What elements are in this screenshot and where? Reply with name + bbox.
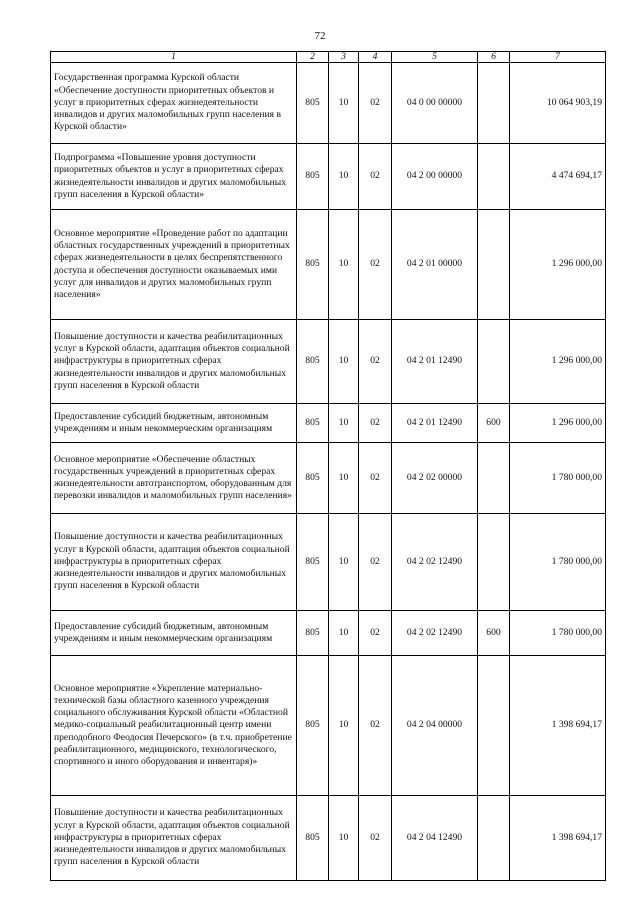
subsection-code: 02: [359, 514, 392, 611]
target-code: 04 2 04 00000: [392, 656, 478, 796]
ministry-code: 805: [297, 63, 329, 144]
ministry-code: 805: [297, 443, 329, 514]
amount-value: 1 296 000,00: [510, 404, 606, 443]
table-row: [51, 611, 606, 656]
row-name: Повышение доступности и качества реабилитационных услуг в Курской области, адаптация объектов социальной инфраструктуры в приоритетных сферах жизнедеятельности инвалидов и других маломобильных групп населения в Курской области: [51, 320, 297, 404]
section-code: 10: [329, 144, 359, 210]
column-header: 4: [359, 52, 392, 63]
target-code: 04 2 04 12490: [392, 796, 478, 881]
subsection-code: 02: [359, 796, 392, 881]
expense-kind-code: [478, 63, 510, 144]
column-header: 5: [392, 52, 478, 63]
amount-value: 1 780 000,00: [510, 514, 606, 611]
target-code: 04 2 01 12490: [392, 404, 478, 443]
expense-kind-code: 600: [478, 404, 510, 443]
budget-table: [50, 51, 606, 881]
table-row: [51, 210, 606, 320]
table-row: [51, 404, 606, 443]
subsection-code: 02: [359, 210, 392, 320]
expense-kind-code: [478, 210, 510, 320]
table-row: [51, 656, 606, 796]
target-code: 04 0 00 00000: [392, 63, 478, 144]
expense-kind-code: [478, 144, 510, 210]
amount-value: 1 780 000,00: [510, 443, 606, 514]
section-code: 10: [329, 656, 359, 796]
subsection-code: 02: [359, 443, 392, 514]
target-code: 04 2 02 00000: [392, 443, 478, 514]
expense-kind-code: [478, 796, 510, 881]
row-name: Повышение доступности и качества реабилитационных услуг в Курской области, адаптация объектов социальной инфраструктуры в приоритетных сферах жизнедеятельности инвалидов и других маломобильных групп населения в Курской области: [51, 796, 297, 881]
table-header-row: [51, 52, 606, 63]
column-header: 2: [297, 52, 329, 63]
amount-value: 1 780 000,00: [510, 611, 606, 656]
amount-value: 10 064 903,19: [510, 63, 606, 144]
ministry-code: 805: [297, 144, 329, 210]
ministry-code: 805: [297, 210, 329, 320]
table-row: [51, 144, 606, 210]
row-name: Основное мероприятие «Обеспечение областных государственных учреждений в приоритетных сферах жизнедеятельности автотранспортом, оборудованным для перевозки инвалидов и маломобильных групп населения»: [51, 443, 297, 514]
expense-kind-code: [478, 656, 510, 796]
ministry-code: 805: [297, 611, 329, 656]
table-row: [51, 320, 606, 404]
row-name: Повышение доступности и качества реабилитационных услуг в Курской области, адаптация объектов социальной инфраструктуры в приоритетных сферах жизнедеятельности инвалидов и других маломобильных групп населения в Курской области: [51, 514, 297, 611]
ministry-code: 805: [297, 796, 329, 881]
table-row: [51, 514, 606, 611]
amount-value: 1 296 000,00: [510, 320, 606, 404]
row-name: Основное мероприятие «Проведение работ по адаптации областных государственных учреждений в приоритетных сферах жизнедеятельности в целях беспрепятственного доступа и обеспечения доступности оказываемых ими услуг для инвалидов и других маломобильных групп населения»: [51, 210, 297, 320]
subsection-code: 02: [359, 144, 392, 210]
ministry-code: 805: [297, 514, 329, 611]
amount-value: 4 474 694,17: [510, 144, 606, 210]
page-number: 72: [314, 30, 326, 42]
column-header: 3: [329, 52, 359, 63]
amount-value: 1 398 694,17: [510, 796, 606, 881]
subsection-code: 02: [359, 656, 392, 796]
table-row: [51, 443, 606, 514]
column-header: 7: [510, 52, 606, 63]
section-code: 10: [329, 611, 359, 656]
expense-kind-code: [478, 514, 510, 611]
expense-kind-code: [478, 443, 510, 514]
amount-value: 1 296 000,00: [510, 210, 606, 320]
expense-kind-code: 600: [478, 611, 510, 656]
table-row: [51, 796, 606, 881]
subsection-code: 02: [359, 320, 392, 404]
table-row: [51, 63, 606, 144]
section-code: 10: [329, 796, 359, 881]
section-code: 10: [329, 443, 359, 514]
section-code: 10: [329, 404, 359, 443]
expense-kind-code: [478, 320, 510, 404]
row-name: Предоставление субсидий бюджетным, автономным учреждениям и иным некоммерческим организациям: [51, 611, 297, 656]
row-name: Основное мероприятие «Укрепление материально-технической базы областного казенного учреждения социального обслуживания Курской области «Областной медико-социальный реабилитационный центр имени преподобного Феодосия Печерского» (в т.ч. приобретение реабилитационного, медицинского, технологического, спортивного и иного оборудования и инвентаря)»: [51, 656, 297, 796]
subsection-code: 02: [359, 611, 392, 656]
section-code: 10: [329, 63, 359, 144]
target-code: 04 2 01 12490: [392, 320, 478, 404]
target-code: 04 2 00 00000: [392, 144, 478, 210]
section-code: 10: [329, 210, 359, 320]
amount-value: 1 398 694,17: [510, 656, 606, 796]
ministry-code: 805: [297, 656, 329, 796]
column-header: 1: [51, 52, 297, 63]
target-code: 04 2 02 12490: [392, 611, 478, 656]
ministry-code: 805: [297, 404, 329, 443]
section-code: 10: [329, 320, 359, 404]
ministry-code: 805: [297, 320, 329, 404]
target-code: 04 2 02 12490: [392, 514, 478, 611]
section-code: 10: [329, 514, 359, 611]
subsection-code: 02: [359, 63, 392, 144]
subsection-code: 02: [359, 404, 392, 443]
row-name: Предоставление субсидий бюджетным, автономным учреждениям и иным некоммерческим организациям: [51, 404, 297, 443]
row-name: Подпрограмма «Повышение уровня доступности приоритетных объектов и услуг в приоритетных сферах жизнедеятельности инвалидов и других маломобильных групп населения в Курской области»: [51, 144, 297, 210]
column-header: 6: [478, 52, 510, 63]
row-name: Государственная программа Курской области «Обеспечение доступности приоритетных объектов и услуг в приоритетных сферах жизнедеятельности инвалидов и других маломобильных групп населения в Курской области»: [51, 63, 297, 144]
target-code: 04 2 01 00000: [392, 210, 478, 320]
